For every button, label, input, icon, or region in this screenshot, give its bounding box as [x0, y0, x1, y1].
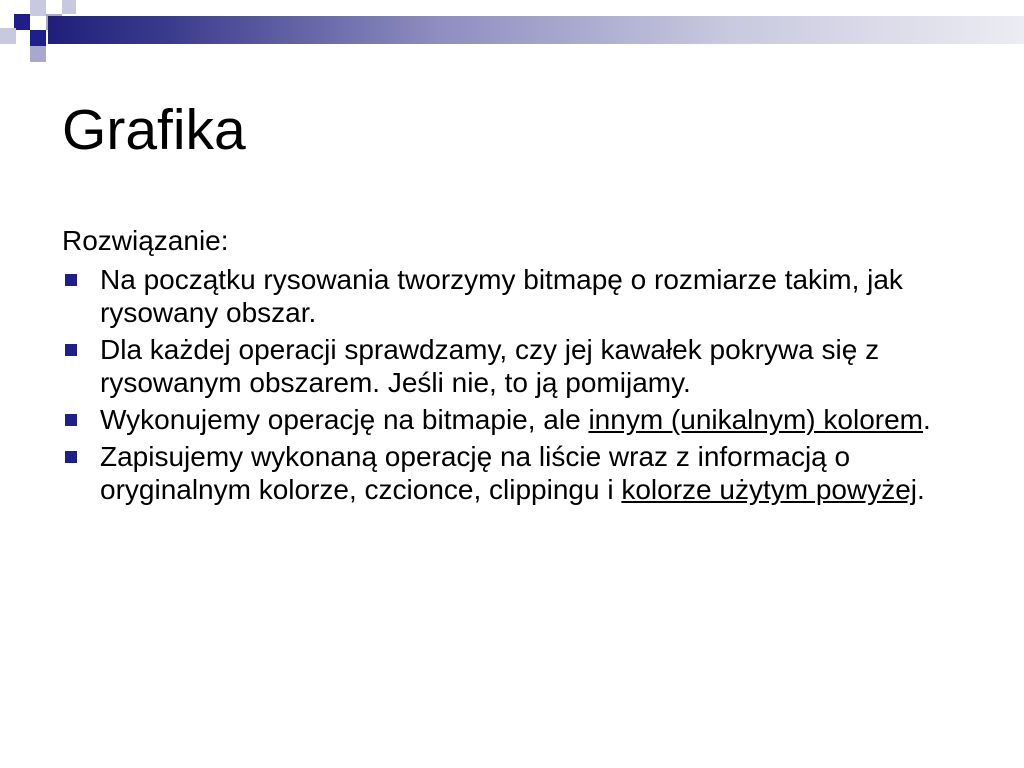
decor-square: [62, 0, 76, 14]
slide-title: Grafika: [62, 98, 246, 162]
bullet-text-before: Zapisujemy wykonaną operację na liście wraz z informacją o oryginalnym kolorze, czcionce, clippingu i: [100, 441, 851, 505]
bullet-text-before: Wykonujemy operację na bitmapie, ale: [100, 404, 589, 435]
bullet-text-after: .: [923, 404, 931, 435]
decor-square: [14, 14, 30, 30]
bullet-item: [62, 440, 962, 506]
bullet-text: Dla każdej operacji sprawdzamy, czy jej kawałek pokrywa się z rysowanym obszarem. Jeśli nie, to ją pomijamy.: [100, 334, 880, 398]
bullet-text-after: .: [917, 474, 925, 505]
bullet-item: [62, 403, 962, 436]
square-bullet-icon: [65, 414, 77, 426]
decor-square: [30, 46, 46, 62]
intro-text: Rozwiązanie:: [62, 225, 229, 256]
bullet-text: Na początku rysowania tworzymy bitmapę o rozmiarze takim, jak rysowany obszar.: [100, 264, 903, 328]
bullet-item: [62, 263, 962, 329]
decor-square: [30, 30, 46, 46]
bullet-item: [62, 333, 962, 399]
decor-square: [0, 28, 16, 44]
square-bullet-icon: [65, 451, 77, 463]
decor-square: [30, 0, 46, 16]
square-bullet-icon: [65, 344, 77, 356]
underlined-text: kolorze użytym powyżej: [621, 474, 918, 505]
square-bullet-icon: [65, 274, 77, 286]
header-gradient-bar: [48, 16, 1024, 44]
underlined-text: innym (unikalnym) kolorem: [588, 404, 923, 435]
slide-content: [62, 224, 962, 510]
bullet-list: [62, 263, 962, 506]
